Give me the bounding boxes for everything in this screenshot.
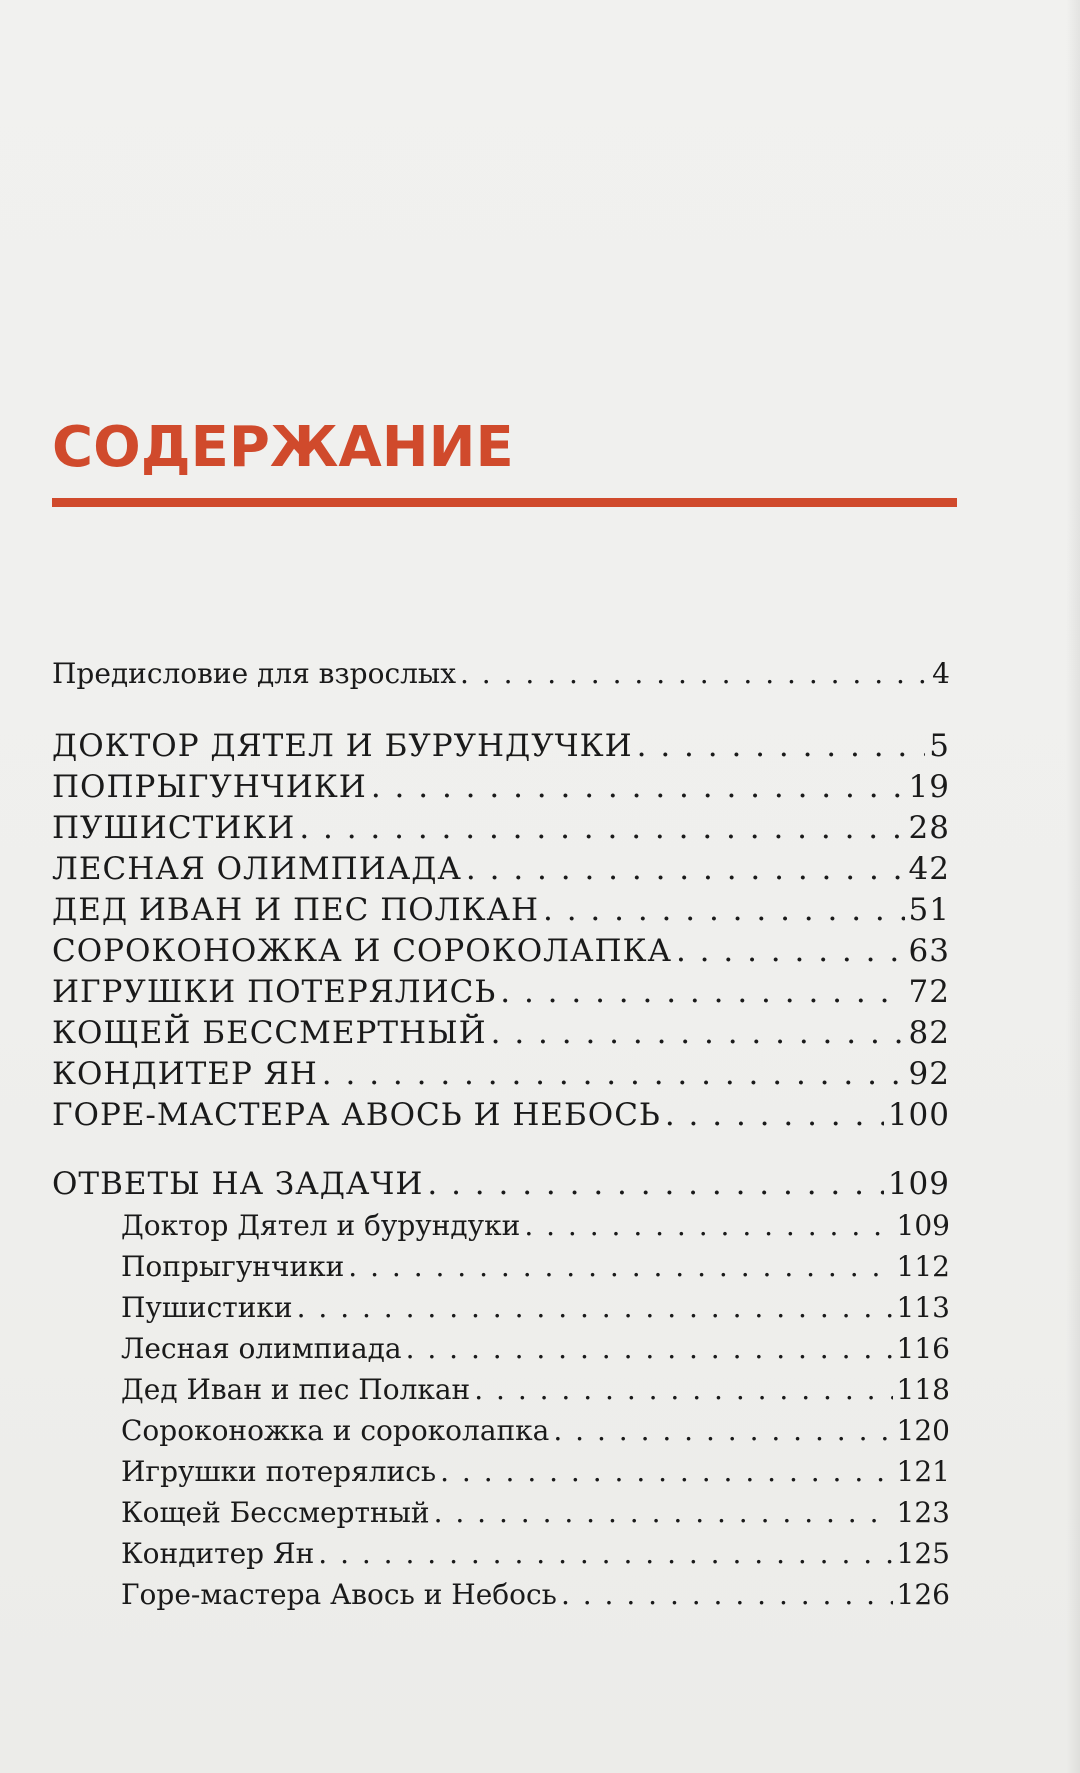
toc-chapter[interactable] — [52, 1013, 950, 1054]
dot-leader — [434, 1492, 893, 1533]
toc-answer-page: 120 — [896, 1414, 950, 1447]
toc-chapter[interactable] — [52, 767, 950, 808]
table-of-contents — [52, 650, 950, 1615]
toc-answer-title: Игрушки потерялись — [121, 1455, 437, 1488]
dot-leader — [637, 726, 926, 767]
section-gap — [52, 698, 950, 726]
toc-chapter-title: ЛЕСНАЯ ОЛИМПИАДА — [52, 851, 462, 887]
toc-answer-title: Горе-мастера Авось и Небось — [121, 1578, 557, 1611]
toc-chapter-page: 63 — [908, 933, 950, 969]
toc-chapter-page: 19 — [908, 769, 950, 805]
dot-leader — [371, 767, 905, 808]
dot-leader — [406, 1328, 893, 1369]
toc-entry-preface[interactable] — [52, 650, 950, 698]
toc-answer-item[interactable] — [52, 1369, 950, 1410]
toc-chapter[interactable] — [52, 849, 950, 890]
toc-answer-page: 123 — [896, 1496, 950, 1529]
toc-chapter-page: 28 — [908, 810, 950, 846]
dot-leader — [676, 931, 905, 972]
toc-answer-item[interactable] — [52, 1246, 950, 1287]
toc-chapter-title: ГОРЕ-МАСТЕРА АВОСЬ И НЕБОСЬ — [52, 1097, 661, 1133]
dot-leader — [543, 890, 905, 931]
toc-entry-page: 4 — [932, 657, 950, 690]
toc-answer-page: 121 — [896, 1455, 950, 1488]
toc-chapter-title: КОЩЕЙ БЕССМЕРТНЫЙ — [52, 1015, 487, 1051]
toc-chapter[interactable] — [52, 726, 950, 767]
toc-answer-page: 118 — [896, 1373, 950, 1406]
dot-leader — [561, 1574, 893, 1615]
dot-leader — [474, 1369, 892, 1410]
toc-answer-title: Сороконожка и сороколапка — [121, 1414, 550, 1447]
toc-chapter[interactable] — [52, 808, 950, 849]
toc-chapter-title: КОНДИТЕР ЯН — [52, 1056, 318, 1092]
toc-answer-page: 126 — [896, 1578, 950, 1611]
toc-answer-item[interactable] — [52, 1451, 950, 1492]
toc-chapter[interactable] — [52, 890, 950, 931]
toc-chapter[interactable] — [52, 1054, 950, 1095]
toc-chapter[interactable] — [52, 931, 950, 972]
toc-answer-title: Лесная олимпиада — [121, 1332, 402, 1365]
toc-answer-page: 125 — [896, 1537, 950, 1570]
toc-chapter-title: ДОКТОР ДЯТЕЛ И БУРУНДУЧКИ — [52, 728, 633, 764]
toc-answer-title: Кондитер Ян — [121, 1537, 315, 1570]
toc-chapter-page: 100 — [887, 1097, 950, 1133]
toc-answer-page: 112 — [896, 1250, 950, 1283]
toc-answer-page: 116 — [896, 1332, 950, 1365]
dot-leader — [348, 1246, 892, 1287]
toc-answers-title: ОТВЕТЫ НА ЗАДАЧИ — [52, 1166, 424, 1202]
toc-chapter[interactable] — [52, 1095, 950, 1136]
dot-leader — [299, 808, 904, 849]
toc-chapter-page: 92 — [908, 1056, 950, 1092]
toc-chapter-title: ДЕД ИВАН И ПЕС ПОЛКАН — [52, 892, 540, 928]
contents-heading: СОДЕРЖАНИЕ — [52, 415, 514, 480]
toc-chapter-page: 51 — [908, 892, 950, 928]
dot-leader — [466, 849, 905, 890]
toc-answer-item[interactable] — [52, 1205, 950, 1246]
toc-answer-item[interactable] — [52, 1287, 950, 1328]
toc-answer-title: Пушистики — [121, 1291, 293, 1324]
toc-answer-item[interactable] — [52, 1492, 950, 1533]
toc-chapter-page: 5 — [929, 728, 950, 764]
toc-answer-item[interactable] — [52, 1533, 950, 1574]
toc-answer-item[interactable] — [52, 1328, 950, 1369]
dot-leader — [553, 1410, 892, 1451]
dot-leader — [524, 1205, 892, 1246]
toc-chapter-page: 72 — [908, 974, 950, 1010]
toc-answers-section[interactable] — [52, 1164, 950, 1205]
toc-answer-item[interactable] — [52, 1410, 950, 1451]
toc-answer-title: Дед Иван и пес Полкан — [121, 1373, 471, 1406]
toc-answers-page: 109 — [887, 1166, 950, 1202]
dot-leader — [500, 972, 904, 1013]
dot-leader — [491, 1013, 905, 1054]
dot-leader — [297, 1287, 893, 1328]
toc-answer-page: 113 — [896, 1291, 950, 1324]
toc-answer-title: Доктор Дятел и бурундуки — [121, 1209, 521, 1242]
section-gap — [52, 1136, 950, 1164]
toc-chapter-title: ПОПРЫГУНЧИКИ — [52, 769, 367, 805]
toc-answer-title: Кощей Бессмертный — [121, 1496, 430, 1529]
toc-answer-page: 109 — [896, 1209, 950, 1242]
page-edge-shadow — [1066, 0, 1080, 1773]
toc-chapter-title: СОРОКОНОЖКА И СОРОКОЛАПКА — [52, 933, 672, 969]
toc-chapter-page: 42 — [908, 851, 950, 887]
toc-entry-title: Предисловие для взрослых — [52, 657, 456, 690]
toc-chapter[interactable] — [52, 972, 950, 1013]
toc-answer-title: Попрыгунчики — [121, 1250, 345, 1283]
toc-chapter-page: 82 — [908, 1015, 950, 1051]
heading-underline — [52, 498, 957, 507]
toc-chapter-title: ИГРУШКИ ПОТЕРЯЛИСЬ — [52, 974, 497, 1010]
dot-leader — [440, 1451, 892, 1492]
dot-leader — [460, 650, 928, 698]
dot-leader — [318, 1533, 892, 1574]
dot-leader — [427, 1164, 883, 1205]
toc-chapter-title: ПУШИСТИКИ — [52, 810, 296, 846]
toc-answer-item[interactable] — [52, 1574, 950, 1615]
dot-leader — [665, 1095, 884, 1136]
dot-leader — [322, 1054, 905, 1095]
